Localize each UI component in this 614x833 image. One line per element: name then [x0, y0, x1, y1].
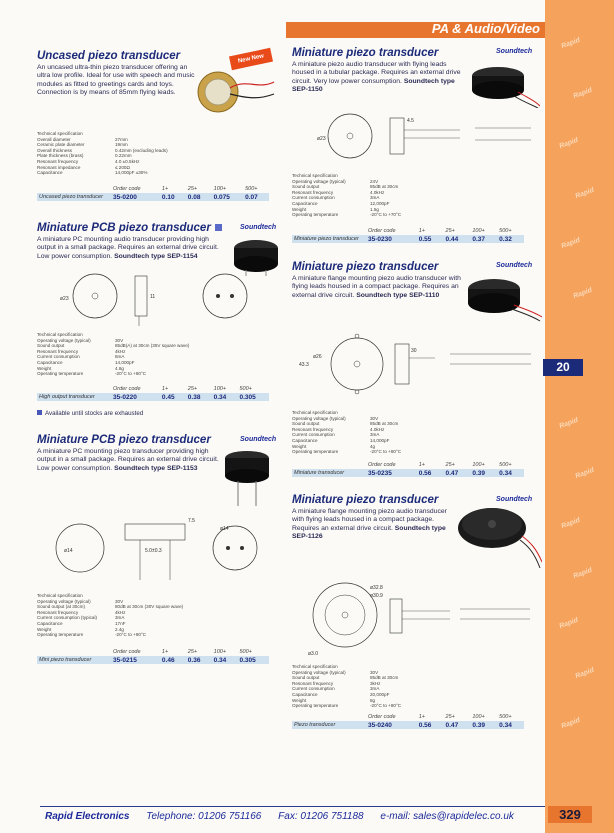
spec-key: Resonant frequency	[37, 609, 79, 615]
spec-value: 3mA	[370, 686, 380, 692]
spec-row	[37, 371, 189, 377]
product-title: Miniature piezo transducer	[292, 47, 439, 59]
spec-key: Technical specification	[37, 332, 83, 337]
spec-value: 19mm	[115, 142, 128, 148]
spec-key: Current consumption	[292, 432, 335, 438]
svg-text:ø32.8: ø32.8	[370, 585, 383, 591]
spec-key: Current consumption	[292, 686, 335, 692]
transducer-photo	[452, 502, 542, 572]
product-description: An uncased ultra-thin piezo transducer offering an ultra low profile. Ideal for use with speech and music modules as fitted to greetings cards and toys. Connection is by means of 85mm flying leads.	[37, 64, 195, 97]
spec-key: Operating voltage (typical)	[292, 669, 346, 675]
spec-key: Resonant frequency	[292, 680, 334, 686]
brand-label: Soundtech	[496, 496, 533, 503]
spec-value: 8mA	[115, 354, 125, 360]
spec-key: Sound output	[292, 421, 320, 427]
spec-value: 3mA	[115, 615, 125, 621]
svg-text:ø14: ø14	[220, 526, 229, 532]
transducer-photo	[462, 275, 542, 325]
spec-value: 20,000pF	[370, 691, 390, 697]
svg-text:ø14: ø14	[64, 548, 73, 554]
spec-key: Current consumption (typical)	[37, 615, 97, 621]
spec-key: Technical specification	[37, 593, 83, 598]
spec-table	[292, 664, 401, 709]
product-description: A miniature flange mounting piezo audio transducer with flying leads housed in a compact package. Requires an external drive circuit. Soundtech type SEP-1126	[292, 508, 447, 541]
spec-key: Operating temperature	[37, 632, 84, 638]
watermark: Rapid	[572, 286, 594, 301]
spec-value: 85dB at 30cm	[370, 184, 399, 190]
svg-text:7.5: 7.5	[188, 518, 195, 524]
page-header-title: PA & Audio/Video	[431, 21, 540, 36]
spec-table	[292, 410, 401, 455]
product-title: Miniature PCB piezo transducer	[37, 434, 211, 446]
spec-key: Capacitance	[292, 200, 318, 206]
spec-key: Capacitance	[37, 359, 63, 365]
spec-key: Sound output	[37, 343, 65, 349]
spec-value: 30V	[115, 598, 124, 604]
spec-key: Operating temperature	[292, 449, 339, 455]
spec-value: 4.0kHz	[370, 426, 385, 432]
dimension-drawing	[40, 268, 265, 328]
footer-fax: Fax: 01206 751188	[278, 811, 364, 822]
spec-key: Sound output	[292, 675, 320, 681]
product-title: Miniature PCB piezo transducer	[37, 222, 222, 234]
svg-text:ø26: ø26	[313, 354, 322, 360]
dimension-drawing	[295, 328, 535, 403]
spec-key: Ceramic plate diameter	[37, 142, 85, 148]
spec-value: 30V	[115, 337, 124, 343]
spec-value: 4kHz	[115, 348, 126, 354]
spec-key: Operating voltage (typical)	[37, 598, 91, 604]
brand-label: Soundtech	[240, 224, 277, 231]
piezo-disc-photo	[196, 68, 276, 118]
svg-text:4.5: 4.5	[407, 118, 414, 124]
section-tab: 20	[543, 359, 583, 376]
spec-key: Weight	[292, 443, 307, 449]
spec-key: Weight	[37, 365, 52, 371]
order-table: Order code 1+ 25+ 100+ 500+ Miniature transducer 35-0235 0.56 0.47 0.39 0.34	[292, 461, 524, 477]
footer-divider	[40, 806, 545, 807]
spec-row	[292, 449, 401, 455]
watermark: Rapid	[560, 716, 582, 731]
spec-key: Operating temperature	[292, 212, 339, 218]
spec-value: 0.42mm (excluding leads)	[115, 147, 168, 153]
spec-table	[292, 173, 401, 218]
product-description: A miniature PC mounting piezo transducer providing high output in a small package. Requires an external drive circuit. Low power consumption. Soundtech type SEP-1153	[37, 448, 219, 472]
spec-key: Current consumption	[37, 354, 80, 360]
flag-icon	[215, 224, 222, 231]
watermark: Rapid	[560, 36, 582, 51]
spec-value: 1.5g	[370, 206, 379, 212]
watermark: Rapid	[560, 516, 582, 531]
spec-value: 30V	[370, 669, 379, 675]
watermark: Rapid	[558, 136, 580, 151]
spec-value: 85dB(A) at 30cm (35V square wave)	[115, 343, 190, 349]
spec-table	[37, 131, 168, 176]
footer-email[interactable]: e-mail: sales@rapidelec.co.uk	[380, 811, 514, 822]
spec-value: 85dB at 30cm	[370, 675, 399, 681]
svg-text:5.0±0.3: 5.0±0.3	[145, 548, 162, 554]
spec-value: 30V	[370, 415, 379, 421]
spec-value: -20°C to +80°C	[115, 371, 147, 377]
watermark: Rapid	[574, 666, 596, 681]
transducer-photo	[222, 448, 272, 508]
svg-text:ø23: ø23	[60, 296, 69, 302]
spec-key: Resonant frequency	[37, 348, 79, 354]
order-table: Order code 1+ 25+ 100+ 500+ Mini piezo transducer 35-0215 0.46 0.36 0.34 0.305	[37, 648, 269, 664]
spec-key: Resonant impedance	[37, 164, 81, 170]
spec-key: Capacitance	[292, 437, 318, 443]
spec-key: Current consumption	[292, 195, 335, 201]
dimension-drawing	[300, 575, 535, 660]
spec-key: Operating voltage (typical)	[292, 178, 346, 184]
dimension-drawing	[40, 510, 270, 590]
watermark: Rapid	[572, 566, 594, 581]
spec-value: 4g	[370, 443, 376, 449]
product-title: Miniature piezo transducer	[292, 494, 439, 506]
stock-note: Available until stocks are exhausted	[37, 410, 143, 417]
spec-key: Weight	[292, 697, 307, 703]
spec-value: 4.0 ±0.5kHz	[115, 158, 140, 164]
spec-row	[37, 632, 183, 638]
spec-value: 3mA	[370, 432, 380, 438]
spec-key: Technical specification	[292, 664, 338, 669]
spec-value: -20°C to +80°C	[370, 703, 402, 709]
spec-key: Resonant frequency	[292, 189, 334, 195]
product-description: A miniature PC mounting audio transducer providing high output in a small package. Requires an external drive circuit. Low power consumption. Soundtech type SEP-1154	[37, 236, 219, 260]
spec-key: Capacitance	[292, 691, 318, 697]
brand-label: Soundtech	[496, 48, 533, 55]
spec-key: Weight	[37, 626, 52, 632]
spec-value: 3mA	[370, 195, 380, 201]
spec-value: 27mm	[115, 136, 128, 142]
svg-text:ø3.0: ø3.0	[308, 651, 319, 657]
square-icon	[37, 410, 42, 415]
svg-text:ø30.9: ø30.9	[370, 593, 383, 599]
transducer-photo	[468, 62, 540, 108]
spec-row	[37, 170, 168, 176]
brand-label: Soundtech	[240, 436, 277, 443]
spec-row	[292, 703, 401, 709]
spec-key: Weight	[292, 206, 307, 212]
spec-key: Technical specification	[37, 131, 83, 136]
spec-key: Overall diameter	[37, 136, 71, 142]
spec-key: Operating voltage (typical)	[37, 337, 91, 343]
footer	[45, 811, 528, 822]
watermark: Rapid	[572, 86, 594, 101]
spec-key: Technical specification	[292, 410, 338, 415]
spec-key: Overall thickness	[37, 147, 72, 153]
watermark: Rapid	[574, 466, 596, 481]
product-description: A miniature flange mounting piezo audio transducer with flying leads housed in a compact package. Requires an external drive circuit. Soundtech type SEP-1110	[292, 275, 461, 299]
footer-company: Rapid Electronics	[45, 811, 130, 822]
spec-table	[37, 593, 183, 638]
spec-value: 14,000pF ±30%	[115, 170, 148, 176]
footer-telephone: Telephone: 01206 751166	[146, 811, 262, 822]
spec-value: 14,000pF	[370, 437, 390, 443]
spec-value: 0.22mm	[115, 153, 132, 159]
dimension-drawing	[295, 108, 535, 168]
side-band	[545, 0, 614, 833]
spec-value: -20°C to +80°C	[115, 632, 147, 638]
page-number: 329	[548, 806, 592, 823]
watermark: Rapid	[558, 416, 580, 431]
spec-key: Sound output	[292, 184, 320, 190]
svg-text:ø23: ø23	[317, 136, 326, 142]
spec-value: 4.8g	[115, 365, 124, 371]
spec-key: Plate thickness (brass)	[37, 153, 84, 159]
spec-value: 14,000pF	[115, 359, 135, 365]
svg-text:30: 30	[411, 348, 417, 354]
watermark: Rapid	[560, 236, 582, 251]
order-table: Order code 1+ 25+ 100+ 500+ Uncased piezo transducer 35-0200 0.10 0.08 0.075 0.07	[37, 185, 269, 201]
spec-value: -20°C to +70°C	[370, 212, 402, 218]
brand-label: Soundtech	[496, 262, 533, 269]
spec-key: Capacitance	[37, 170, 63, 176]
svg-text:11: 11	[150, 294, 156, 300]
order-table: Order code 1+ 25+ 100+ 500+ Miniature piezo transducer 35-0230 0.55 0.44 0.37 0.32	[292, 227, 524, 243]
watermark: Rapid	[574, 186, 596, 201]
spec-value: ≤ 200Ω	[115, 164, 130, 170]
spec-key: Operating voltage (typical)	[292, 415, 346, 421]
spec-value: 17nF	[115, 620, 126, 626]
order-table: Order code 1+ 25+ 100+ 500+ High output transducer 35-0220 0.45 0.38 0.34 0.305	[37, 385, 269, 401]
spec-value: -20°C to +80°C	[370, 449, 402, 455]
spec-value: 12,000pF	[370, 200, 390, 206]
svg-text:43.3: 43.3	[299, 362, 309, 368]
spec-table	[37, 332, 189, 377]
spec-value: 4kHz	[115, 609, 126, 615]
spec-value: 4.0kHz	[370, 189, 385, 195]
spec-key: Technical specification	[292, 173, 338, 178]
spec-key: Resonant frequency	[37, 158, 79, 164]
spec-value: 2.4g	[115, 626, 124, 632]
product-description: A miniature piezo audio transducer with flying leads housed in a tubular package. Requires an external drive circuit. Very low power consumption. Soundtech type SEP-1150	[292, 61, 461, 94]
spec-value: 24V	[370, 178, 379, 184]
spec-key: Sound output (at 30cm)	[37, 604, 86, 610]
order-table: Order code 1+ 25+ 100+ 500+ Piezo transducer 35-0240 0.56 0.47 0.39 0.34	[292, 713, 524, 729]
spec-key: Operating temperature	[292, 703, 339, 709]
spec-key: Capacitance	[37, 620, 63, 626]
watermark: Rapid	[558, 616, 580, 631]
spec-key: Operating temperature	[37, 371, 84, 377]
new-badge: New New	[229, 48, 273, 70]
spec-value: 8g	[370, 697, 376, 703]
spec-value: 3kHz	[370, 680, 381, 686]
spec-key: Resonant frequency	[292, 426, 334, 432]
spec-value: 80dB at 30cm (30V square wave)	[115, 604, 184, 610]
product-title: Uncased piezo transducer	[37, 50, 181, 62]
product-title: Miniature piezo transducer	[292, 261, 439, 273]
spec-value: 85dB at 30cm	[370, 421, 399, 427]
spec-row	[292, 212, 401, 218]
